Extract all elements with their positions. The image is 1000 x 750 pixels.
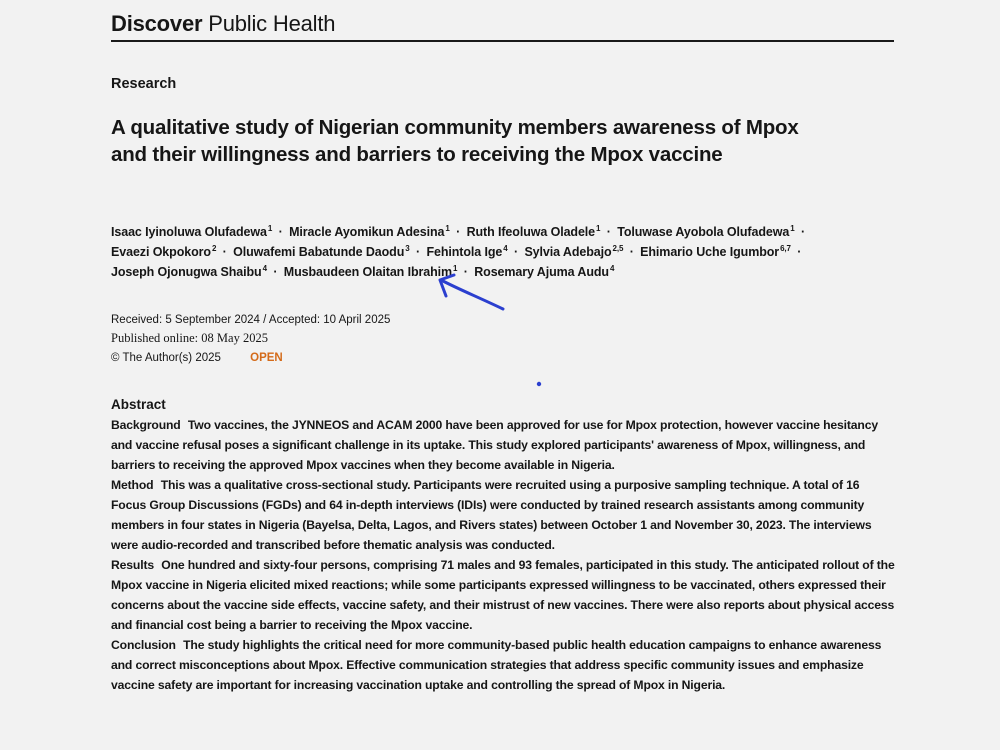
author-name-text: Miracle Ayomikun Adesina — [289, 225, 445, 239]
abstract-section-text: One hundred and sixty-four persons, comprising 71 males and 93 females, participated in this study. The anticipated rollout of the Mpox vaccine in Nigeria elicited mixed reactions; while some participants expressed willingness to be vaccinated, others expressed their concerns about the vaccine side effects, vaccine safety, and their mistrust of new vaccines. There were also reports about physical access and financial cost being a barrier to receiving the Mpox vaccine. — [111, 558, 895, 632]
author-affiliation-marker[interactable]: 2 — [211, 243, 217, 253]
abstract-section-text: This was a qualitative cross-sectional study. Participants were recruited using a purposive sampling technique. A total of 16 Focus Group Discussions (FGDs) and 64 in-depth interviews (IDIs) were conducted by trained research assistants among community members in four states in Nigeria (Bayelsa, Delta, Lagos, and Rivers states) between October 1 and November 30, 2023. The interviews were audio-recorded and transcribed before thematic analysis was conducted. — [111, 478, 872, 552]
abstract-heading: Abstract — [111, 397, 166, 412]
author-name[interactable] — [111, 225, 272, 239]
author-separator: · — [629, 245, 634, 259]
article-type: Research — [111, 76, 177, 92]
author-affiliation-marker[interactable]: 1 — [445, 223, 450, 233]
masthead-divider — [111, 40, 894, 42]
abstract-section-method — [111, 475, 896, 555]
author-name[interactable] — [289, 225, 450, 239]
author-name-text: Rosemary Ajuma Audu — [474, 265, 609, 279]
author-separator: · — [800, 225, 806, 239]
article-page — [111, 0, 896, 750]
author-separator: · — [606, 225, 611, 239]
author-name-text: Ruth Ifeoluwa Oladele — [466, 225, 596, 239]
published-date: Published online: 08 May 2025 — [111, 331, 268, 345]
author-affiliation-marker[interactable]: 1 — [453, 263, 458, 273]
author-separator: · — [222, 245, 227, 259]
author-separator: · — [456, 225, 461, 239]
author-affiliation-marker[interactable]: 2,5 — [612, 243, 624, 253]
author-name[interactable] — [524, 245, 623, 259]
author-name[interactable] — [617, 225, 794, 239]
author-name-text: Fehintola Ige — [426, 245, 503, 259]
author-separator: · — [273, 265, 278, 279]
author-name[interactable] — [111, 265, 267, 279]
author-name-text: Ehimario Uche Igumbor — [640, 245, 780, 259]
abstract-section-background — [111, 415, 896, 475]
author-name-text: Evaezi Okpokoro — [111, 245, 211, 259]
author-affiliation-marker[interactable]: 1 — [790, 223, 795, 233]
author-name-text: Oluwafemi Babatunde Daodu — [233, 245, 405, 259]
author-affiliation-marker[interactable]: 4 — [503, 243, 508, 253]
author-separator: · — [463, 265, 468, 279]
author-name-text: Sylvia Adebajo — [524, 245, 612, 259]
author-separator: · — [513, 245, 519, 259]
article-title: A qualitative study of Nigerian community members awareness of Mpox and their willingness and barriers to receiving the Mpox vaccine — [111, 116, 799, 166]
copyright-row — [111, 350, 283, 366]
journal-name-bold: Discover — [111, 11, 203, 36]
author-name-text: Musbaudeen Olaitan Ibrahim — [283, 265, 453, 279]
author-name[interactable] — [640, 245, 791, 259]
author-name[interactable] — [111, 245, 216, 259]
journal-masthead[interactable] — [111, 11, 335, 37]
abstract-section-label: Background — [111, 418, 181, 432]
open-access-badge[interactable]: OPEN — [250, 352, 283, 364]
abstract-body — [111, 415, 896, 695]
author-name[interactable] — [233, 245, 410, 259]
author-name[interactable] — [467, 225, 601, 239]
author-name[interactable] — [426, 245, 507, 259]
abstract-section-results — [111, 555, 896, 635]
author-name-text: Toluwase Ayobola Olufadewa — [617, 225, 790, 239]
abstract-section-label: Results — [111, 558, 154, 572]
abstract-section-text: Two vaccines, the JYNNEOS and ACAM 2000 have been approved for use for Mpox protection, however vaccine hesitancy and vaccine refusal poses a significant challenge in its uptake. This study explored participants' awareness of Mpox, willingness, and barriers to receiving the approved Mpox vaccines when they become available in Nigeria. — [111, 418, 878, 472]
author-affiliation-marker[interactable]: 3 — [405, 243, 410, 253]
author-affiliation-marker[interactable]: 1 — [596, 223, 601, 233]
publication-dates — [111, 311, 390, 347]
author-separator: · — [416, 245, 421, 259]
author-separator: · — [278, 225, 283, 239]
author-name-text: Isaac Iyinoluwa Olufadewa — [111, 225, 267, 239]
abstract-section-conclusion — [111, 635, 896, 695]
author-affiliation-marker[interactable]: 1 — [267, 223, 273, 233]
author-name[interactable] — [474, 265, 614, 279]
received-accepted-date: Received: 5 September 2024 / Accepted: 10 April 2025 — [111, 314, 391, 326]
abstract-section-label: Conclusion — [111, 638, 176, 652]
author-affiliation-marker[interactable]: 4 — [609, 263, 615, 273]
author-affiliation-marker[interactable]: 4 — [262, 263, 267, 273]
journal-name-regular: Public Health — [208, 11, 336, 36]
author-separator: · — [797, 245, 802, 259]
author-name-text: Joseph Ojonugwa Shaibu — [111, 265, 262, 279]
copyright-notice: © The Author(s) 2025 — [111, 352, 221, 364]
author-list — [111, 222, 896, 282]
author-name[interactable] — [284, 265, 458, 279]
author-affiliation-marker[interactable]: 6,7 — [780, 243, 791, 253]
abstract-section-label: Method — [111, 478, 154, 492]
abstract-section-text: The study highlights the critical need for more community-based public health education campaigns to enhance awareness and correct misconceptions about Mpox. Effective communication strategies that address specific community issues and emphasize vaccine safety are important for increasing vaccination uptake and controlling the spread of Mpox in Nigeria. — [111, 638, 882, 692]
